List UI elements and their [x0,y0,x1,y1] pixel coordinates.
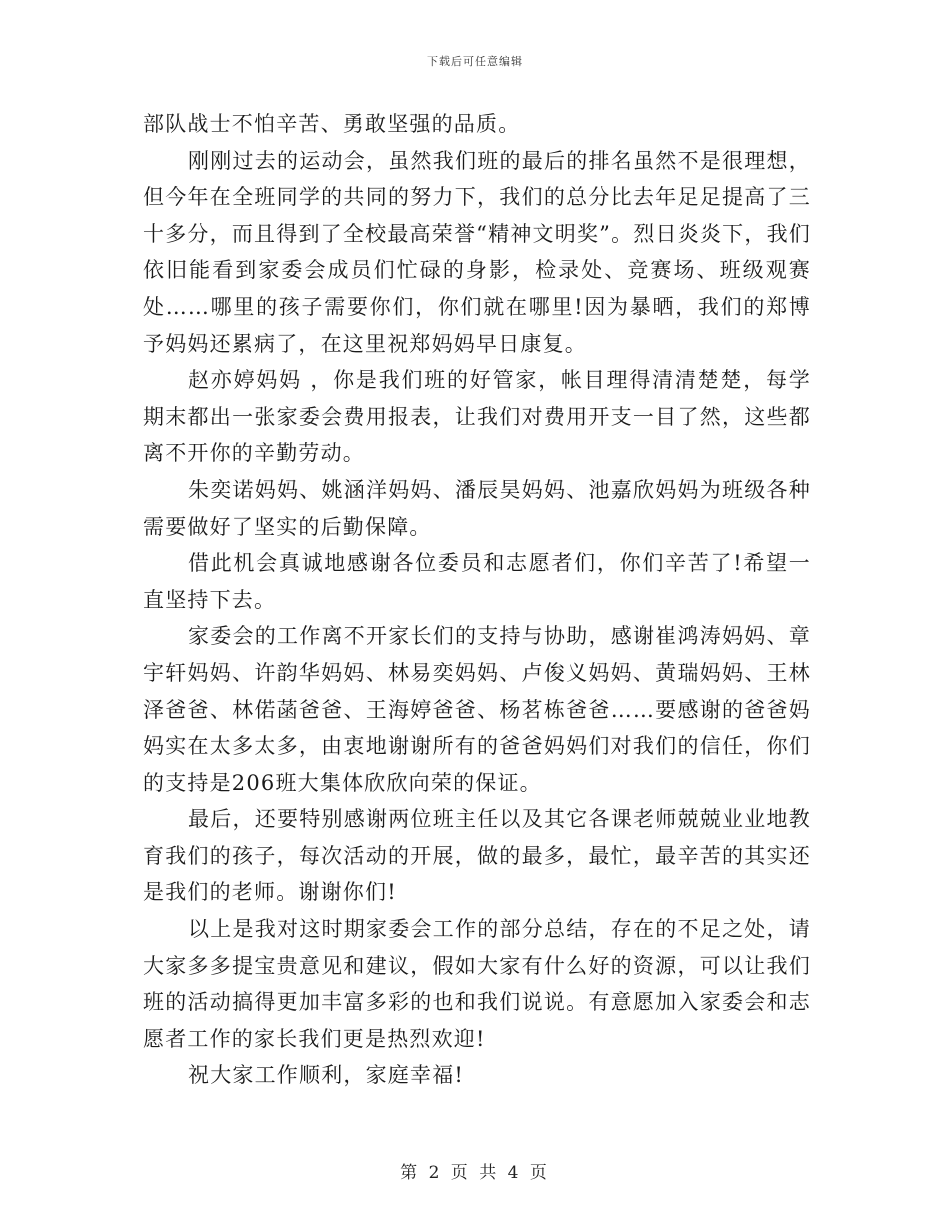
document-body [143,106,811,1094]
paragraph: 刚刚过去的运动会，虽然我们班的最后的排名虽然不是很理想，但今年在全班同学的共同的努力下，我们的总分比去年足足提高了三十多分，而且得到了全校最高荣誉“精神文明奖”。烈日炎炎下，我们依旧能看到家委会成员们忙碌的身影，检录处、竞赛场、班级观赛处……哪里的孩子需要你们，你们就在哪里!因为暴晒，我们的郑博予妈妈还累病了，在这里祝郑妈妈早日康复。 [143,148,811,356]
page-number-footer: 第 2 页 共 4 页 [400,1163,550,1183]
paragraph: 部队战士不怕辛苦、勇敢坚强的品质。 [143,112,521,136]
paragraph: 以上是我对这时期家委会工作的部分总结，存在的不足之处，请大家多多提宝贵意见和建议，假如大家有什么好的资源，可以让我们班的活动搞得更加丰富多彩的也和我们说说。有意愿加入家委会和志愿者工作的家长我们更是热烈欢迎! [143,917,811,1051]
paragraph: 祝大家工作顺利，家庭幸福! [188,1063,465,1088]
paragraph: 家委会的工作离不开家长们的支持与协助，感谢崔鸿涛妈妈、章宇轩妈妈、许韵华妈妈、林易奕妈妈、卢俊义妈妈、黄瑞妈妈、王林泽爸爸、林偌菡爸爸、王海婷爸爸、杨茗栋爸爸……要感谢的爸爸妈妈实在太多太多，由衷地谢谢所有的爸爸妈妈们对我们的信任，你们的支持是206班大集体欣欣向荣的保证。 [143,624,811,795]
page-header: 下载后可任意编辑 [427,55,523,68]
paragraph: 借此机会真诚地感谢各位委员和志愿者们，你们辛苦了!希望一直坚持下去。 [143,551,811,612]
paragraph: 最后，还要特别感谢两位班主任以及其它各课老师兢兢业业地教育我们的孩子，每次活动的开展，做的最多，最忙，最辛苦的其实还是我们的老师。谢谢你们! [143,807,811,905]
paragraph: 赵亦婷妈妈 ，你是我们班的好管家，帐目理得清清楚楚，每学期末都出一张家委会费用报表，让我们对费用开支一目了然，这些都离不开你的辛勤劳动。 [143,368,811,466]
paragraph: 朱奕诺妈妈、姚涵洋妈妈、潘辰昊妈妈、池嘉欣妈妈为班级各种需要做好了坚实的后勤保障。 [143,477,811,539]
